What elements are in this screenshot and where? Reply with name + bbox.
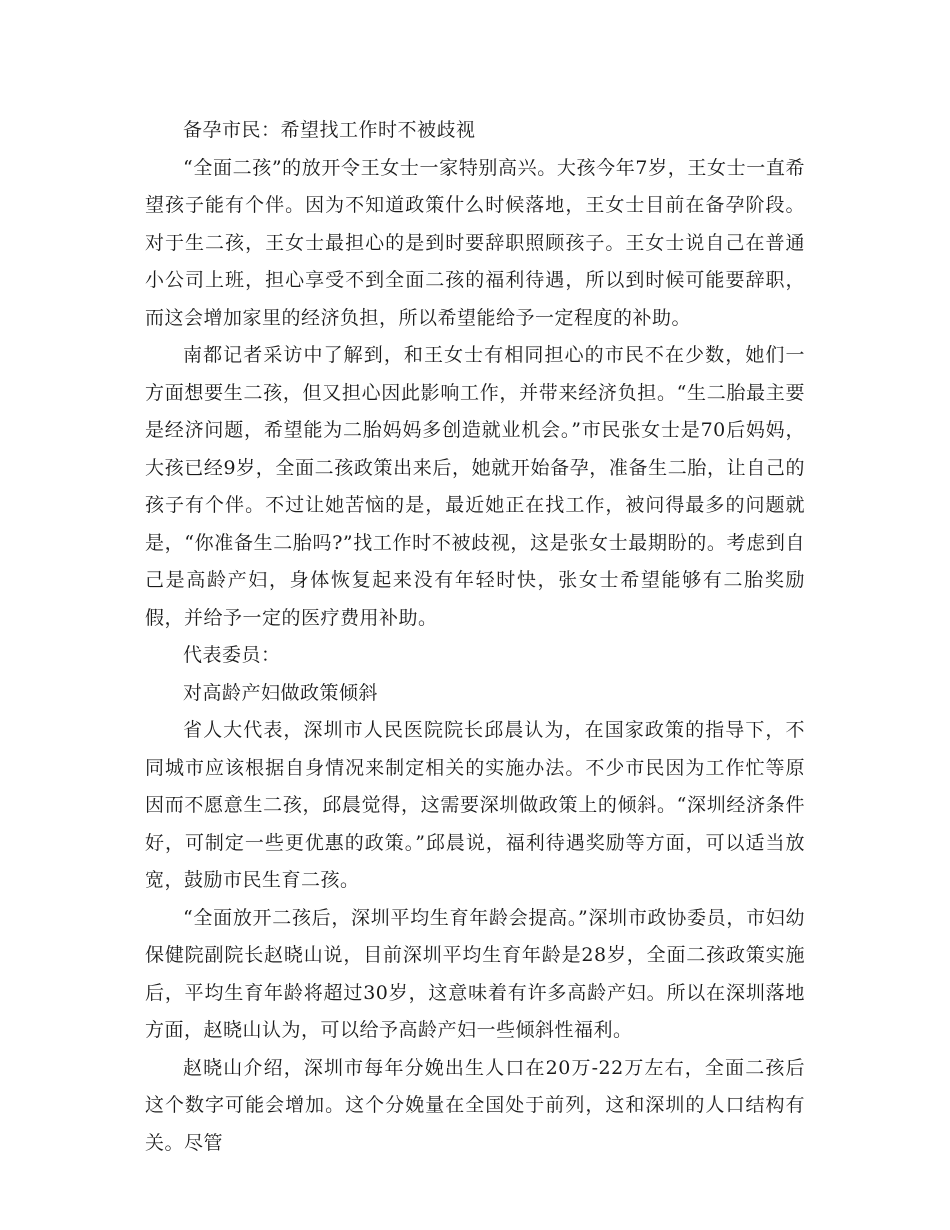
section-heading-pregnancy: 备孕市民：希望找工作时不被歧视 xyxy=(183,119,476,141)
section-subheading-policy: 对高龄产妇做政策倾斜 xyxy=(183,681,379,704)
paragraph-birth-statistics: 赵晓山介绍，深圳市每年分娩出生人口在20万-22万左右，全面二孩后这个数字可能会增加。这个分娩量在全国处于前列，这和深圳的人口结构有关。尽管 xyxy=(145,1056,805,1154)
paragraph-qiu-chen: 省人大代表，深圳市人民医院院长邱晨认为，在国家政策的指导下，不同城市应该根据自身情况来制定相关的实施办法。不少市民因为工作忙等原因而不愿意生二孩，邱晨觉得，这需要深圳做政策上的倾斜。“深圳经济条件好，可制定一些更优惠的政策。”邱晨说，福利待遇奖励等方面，可以适当放宽，鼓励市民生育二孩。 xyxy=(145,719,805,891)
section-heading-representatives: 代表委员： xyxy=(183,644,281,666)
document-page xyxy=(145,112,805,1162)
paragraph-zhang: 南都记者采访中了解到，和王女士有相同担心的市民不在少数，她们一方面想要生二孩，但又担心因此影响工作，并带来经济负担。“生二胎最主要是经济问题，希望能为二胎妈妈多创造就业机会。”市民张女士是70后妈妈，大孩已经9岁，全面二孩政策出来后，她就开始备孕，准备生二胎，让自己的孩子有个伴。不过让她苦恼的是，最近她正在找工作，被问得最多的问题就是，“你准备生二胎吗?”找工作时不被歧视，这是张女士最期盼的。考虑到自己是高龄产妇，身体恢复起来没有年轻时快，张女士希望能够有二胎奖励假，并给予一定的医疗费用补助。 xyxy=(145,344,805,629)
paragraph-wang: “全面二孩”的放开令王女士一家特别高兴。大孩今年7岁，王女士一直希望孩子能有个伴。因为不知道政策什么时候落地，王女士目前在备孕阶段。对于生二孩，王女士最担心的是到时要辞职照顾孩子。王女士说自己在普通小公司上班，担心享受不到全面二孩的福利待遇，所以到时候可能要辞职，而这会增加家里的经济负担，所以希望能给予一定程度的补助。 xyxy=(145,156,805,329)
paragraph-zhao-xiaoshan: “全面放开二孩后，深圳平均生育年龄会提高。”深圳市政协委员，市妇幼保健院副院长赵晓山说，目前深圳平均生育年龄是28岁，全面二孩政策实施后，平均生育年龄将超过30岁，这意味着有许多高龄产妇。所以在深圳落地方面，赵晓山认为，可以给予高龄产妇一些倾斜性福利。 xyxy=(145,906,805,1041)
